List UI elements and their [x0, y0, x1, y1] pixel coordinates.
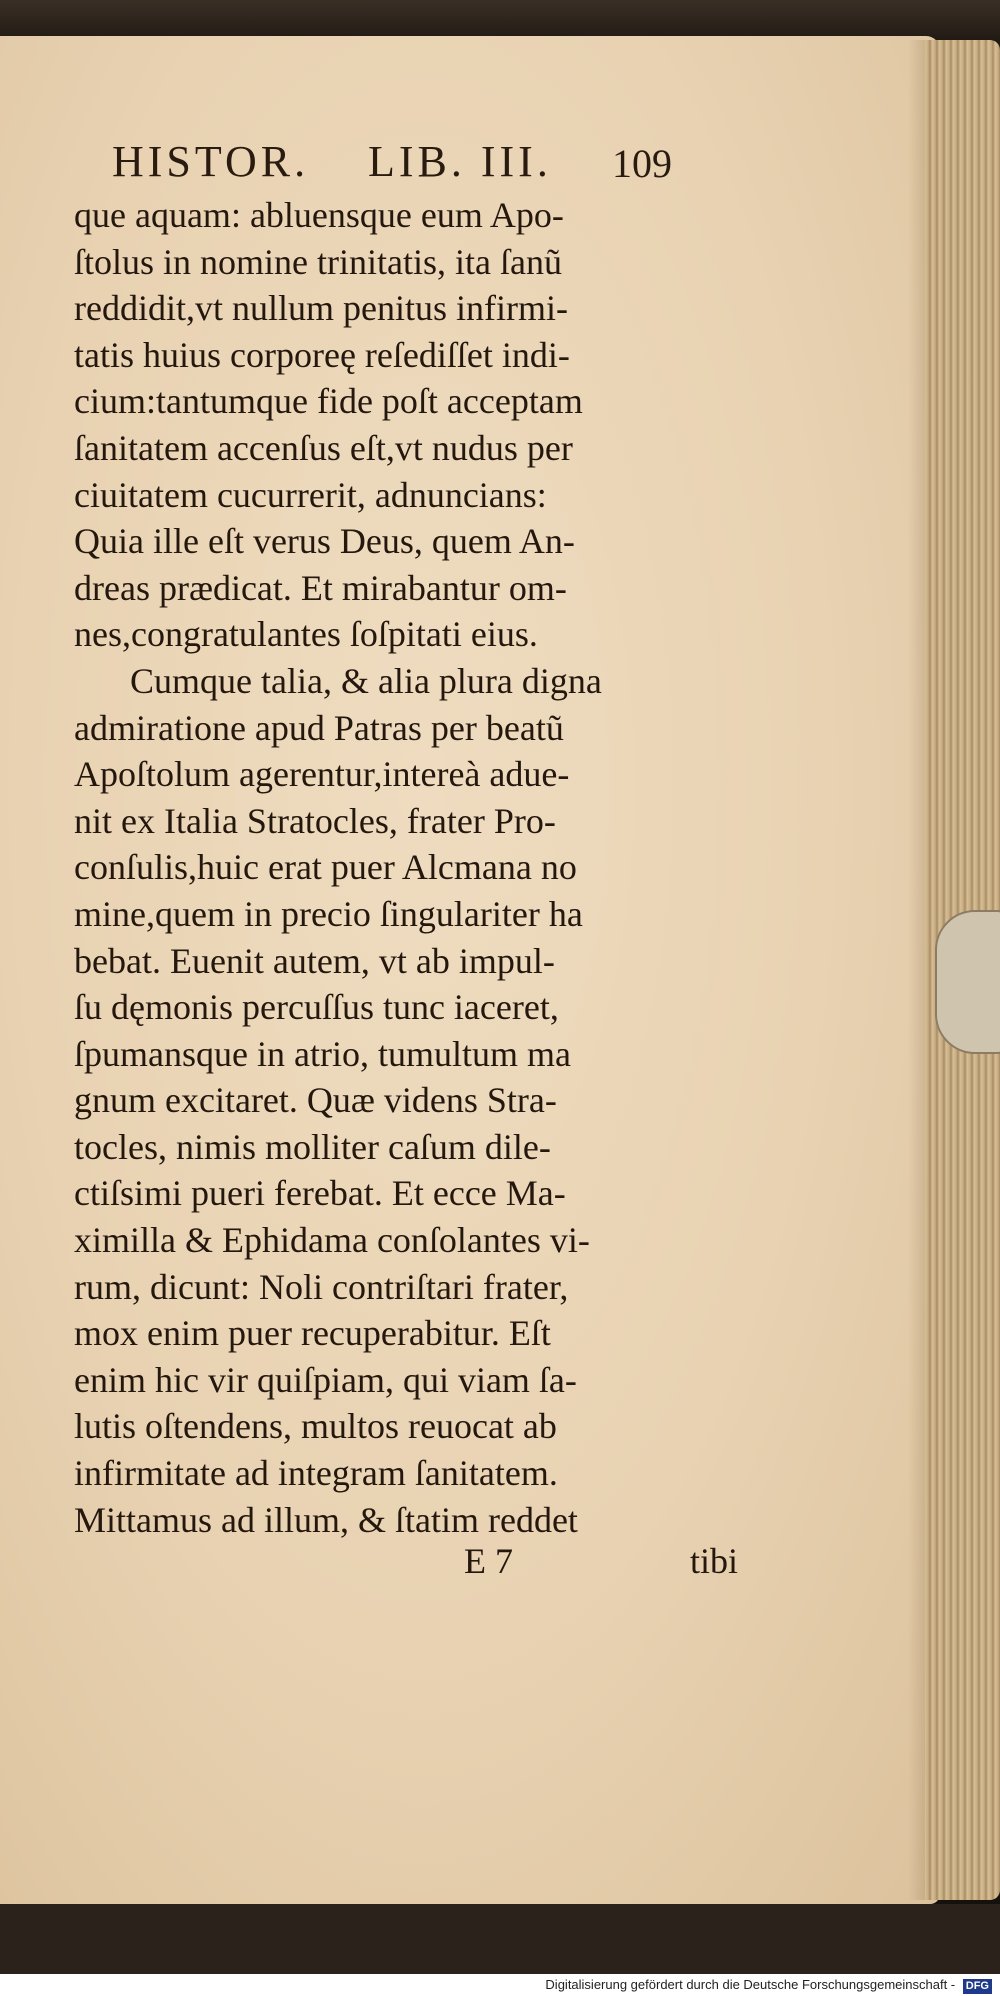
text-line: gnum excitaret. Quæ videns Stra- — [74, 1080, 557, 1121]
text-line: ſanitatem accenſus eſt,vt nudus per — [74, 427, 573, 468]
text-line: ciuitatem cucurrerit, adnuncians: — [74, 474, 547, 515]
signature-mark: E 7 — [464, 1541, 513, 1581]
text-line: nes,congratulantes ſoſpitati eius. — [74, 614, 538, 655]
text-line: ſtolus in nomine trinitatis, ita ſanũ — [74, 241, 562, 282]
text-line: Mittamus ad illum, & ſtatim reddet — [74, 1499, 578, 1540]
text-line: mine,quem in precio ſingulariter ha — [74, 893, 583, 934]
catchword: tibi — [689, 1541, 738, 1581]
text-line: cium:tantumque fide poſt acceptam — [74, 381, 583, 422]
text-line: reddidit,vt nullum penitus infirmi- — [74, 288, 568, 329]
scan-bottom-band — [0, 1904, 1000, 1974]
running-head — [112, 136, 692, 188]
text-line: conſulis,huic erat puer Alcmana no — [74, 847, 577, 888]
text-line: rum, dicunt: Noli contriſtari frater, — [74, 1266, 569, 1307]
catchline — [74, 1540, 738, 1590]
text-line: ctiſsimi pueri ferebat. Et ecce Ma- — [74, 1173, 566, 1214]
digitization-credit — [0, 1974, 1000, 1996]
text-line: ximilla & Ephidama conſolantes vi- — [74, 1220, 590, 1261]
text-line: tocles, nimis molliter caſum dile- — [74, 1126, 551, 1167]
text-line: Quia ille eſt verus Deus, quem An- — [74, 521, 575, 562]
text-line: infirmitate ad integram ſanitatem. — [74, 1453, 558, 1494]
credit-text: Digitalisierung gefördert durch die Deutsche Forschungsgemeinschaft - — [545, 1977, 956, 1992]
body-text — [74, 192, 738, 1543]
text-line: dreas prædicat. Et mirabantur om- — [74, 567, 567, 608]
running-head-book: LIB. III. — [368, 137, 552, 186]
text-line: enim hic vir quiſpiam, qui viam ſa- — [74, 1359, 577, 1400]
text-line: que aquam: abluensque eum Apo- — [74, 195, 564, 235]
text-line: mox enim puer recuperabitur. Eſt — [74, 1313, 551, 1354]
running-head-title: HISTOR. — [112, 137, 310, 186]
text-line: ſpumansque in atrio, tumultum ma — [74, 1033, 571, 1074]
text-line: tatis huius corporeę reſediſſet indi- — [74, 334, 570, 375]
text-line: Apoſtolum agerentur,intereà adue- — [74, 754, 570, 795]
text-line: bebat. Euenit autem, vt ab impul- — [74, 940, 555, 981]
dfg-logo: DFG — [963, 1979, 992, 1994]
text-line: ſu dęmonis percuſſus tunc iaceret, — [74, 987, 559, 1028]
page-tab-marker — [935, 910, 1000, 1054]
text-line: Cumque talia, & alia plura digna — [130, 660, 602, 701]
text-line: nit ex Italia Stratocles, frater Pro- — [74, 800, 556, 841]
text-line: lutis oſtendens, multos reuocat ab — [74, 1406, 557, 1447]
text-line: admiratione apud Patras per beatũ — [74, 707, 564, 748]
page-number: 109 — [612, 141, 672, 186]
